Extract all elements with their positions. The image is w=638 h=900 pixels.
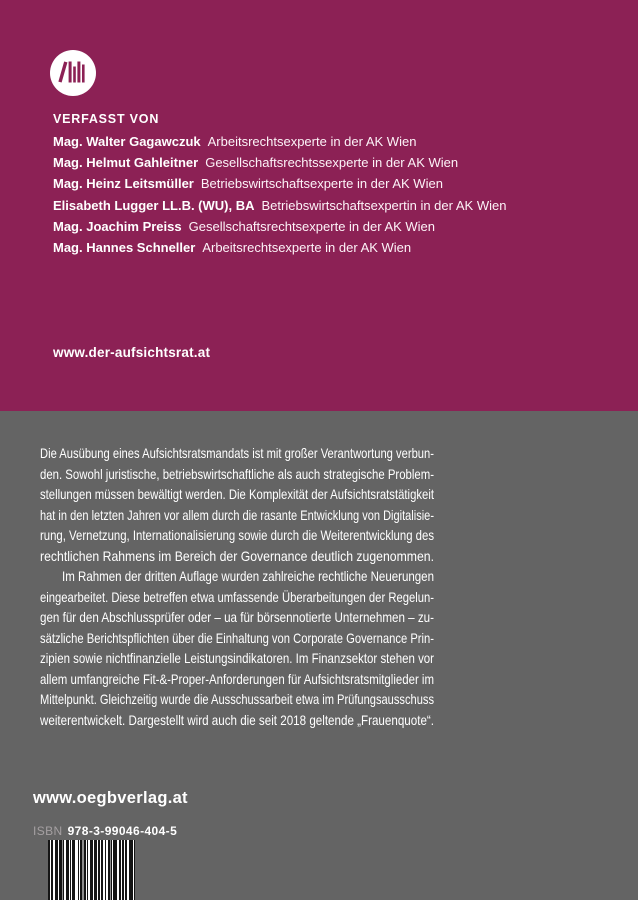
author-role: Betriebswirtschaftsexpertin in der AK Wien <box>261 197 507 213</box>
author-role: Arbeitsrechtsexperte in der AK Wien <box>202 239 412 255</box>
publisher-logo <box>49 49 97 97</box>
blurb-text <box>40 443 434 730</box>
isbn-barcode <box>48 840 135 900</box>
blurb-line-text: sätzliche Berichtspflichten über die Einhaltung von Corporate Governance Prin- <box>40 629 434 646</box>
author-item <box>53 216 613 237</box>
blurb-line <box>40 566 434 587</box>
blurb-line <box>40 484 434 505</box>
blurb-line <box>40 546 434 567</box>
author-item <box>53 173 613 194</box>
authors-list <box>53 131 613 258</box>
website-oegbverlag: www.oegbverlag.at <box>33 789 188 807</box>
author-name: Mag. Joachim Preiss <box>53 218 182 234</box>
blurb-line-text: gen für den Abschlussprüfer oder – ua für börsennotierte Unternehmen – zu- <box>40 609 434 625</box>
blurb-line <box>40 669 434 690</box>
isbn-value: 978-3-99046-404-5 <box>67 824 178 838</box>
blurb-line <box>40 587 434 608</box>
blurb-line-text: weiterentwickelt. Dargestellt wird auch die seit 2018 geltende „Frauenquote“. <box>40 711 434 728</box>
author-name: Mag. Walter Gagawczuk <box>53 134 201 149</box>
author-name: Elisabeth Lugger LL.B. (WU), BA <box>53 197 255 213</box>
blurb-line-text: allem umfangreiche Fit-&-Proper-Anforderungen für Aufsichtsratsmitglieder im <box>40 670 434 687</box>
books-on-shelf-icon <box>49 49 97 97</box>
author-item <box>53 237 613 258</box>
blurb-line <box>40 464 434 485</box>
blurb-line-text: Mittelpunkt. Gleichzeitig wurde die Ausschussarbeit etwa im Prüfungsausschuss <box>40 691 434 707</box>
blurb-line-text: Die Ausübung eines Aufsichtsratsmandats ist mit großer Verantwortung verbun- <box>40 445 434 461</box>
isbn-label: ISBN <box>33 824 63 838</box>
blurb-line <box>40 525 434 546</box>
isbn-row <box>33 824 177 838</box>
author-role: Betriebswirtschaftsexperte in der AK Wien <box>200 176 443 192</box>
author-item <box>53 195 613 216</box>
author-item <box>53 131 613 152</box>
blurb-line <box>40 628 434 649</box>
author-name: Mag. Heinz Leitsmüller <box>53 176 194 192</box>
author-role: Gesellschaftsrechtsexperte in der AK Wien <box>188 218 436 234</box>
blurb-line-text: rung, Vernetzung, Internationalisierung sowie durch die Weiterentwicklung des <box>40 527 434 543</box>
blurb-line-text: Im Rahmen der dritten Auflage wurden zahlreiche rechtliche Neuerungen <box>62 568 434 584</box>
author-role: Gesellschaftsrechtssexperte in der AK Wien <box>205 155 459 171</box>
blurb-line-text: hat in den letzten Jahren vor allem durch die rasante Entwicklung von Digitalisie- <box>40 506 434 523</box>
website-der-aufsichtsrat: www.der-aufsichtsrat.at <box>53 345 211 360</box>
blurb-line-text: zipien sowie nichtfinanzielle Leistungsindikatoren. Im Finanzsektor stehen vor <box>40 650 434 666</box>
blurb-line-text: stellungen müssen bewältigt werden. Die Komplexität der Aufsichtsratstätigkeit <box>40 486 434 502</box>
blurb-line <box>40 443 434 464</box>
author-role: Arbeitsrechtsexperte in der AK Wien <box>207 134 417 149</box>
blurb-line <box>40 505 434 526</box>
blurb-line <box>40 648 434 669</box>
blurb-line-text: eingearbeitet. Diese betreffen etwa umfassende Überarbeitungen der Regelun- <box>40 588 434 605</box>
author-name: Mag. Helmut Gahleitner <box>53 155 199 171</box>
blurb-line <box>40 710 434 731</box>
bottom-section <box>0 411 638 900</box>
blurb-line <box>40 689 434 710</box>
blurb-line-text: den. Sowohl juristische, betriebswirtschaftliche als auch strategische Problem- <box>40 465 434 482</box>
author-item <box>53 152 613 173</box>
blurb-line <box>40 607 434 628</box>
author-name: Mag. Hannes Schneller <box>53 239 196 255</box>
barcode-stripe <box>134 840 135 900</box>
blurb-line-text: rechtlichen Rahmens im Bereich der Governance deutlich zugenommen. <box>40 547 434 564</box>
top-section <box>0 0 638 411</box>
authors-heading: VERFASST VON <box>53 112 160 126</box>
